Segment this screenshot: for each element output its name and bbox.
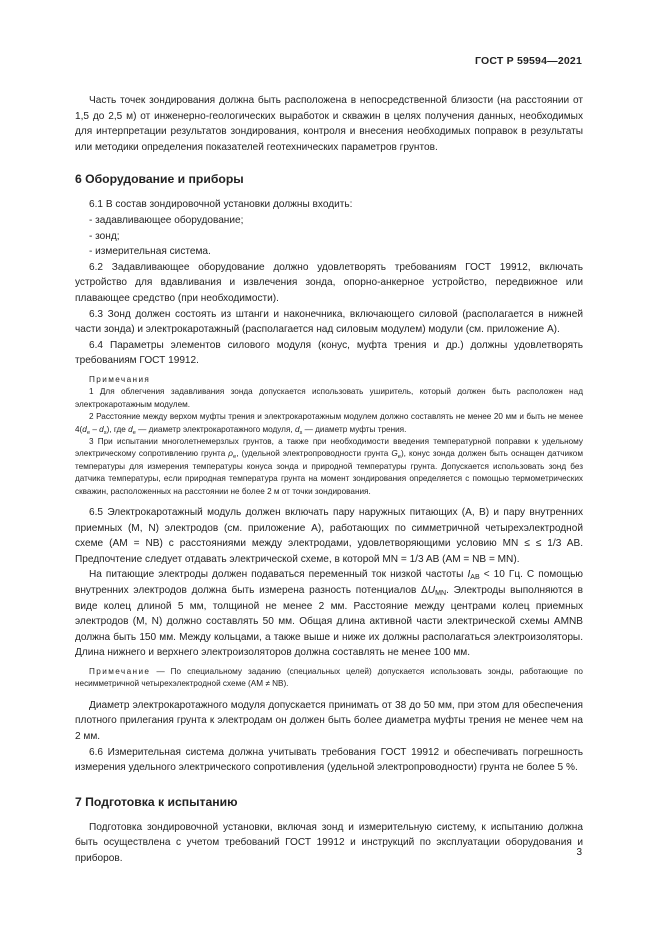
page-number: 3 <box>576 847 582 858</box>
paragraph-6-1: 6.1 В состав зондировочной установки должны входить: <box>89 199 353 211</box>
list-item: - зонд; <box>89 230 120 242</box>
document-body <box>75 93 583 866</box>
paragraph-6-3: 6.3 Зонд должен состоять из штанги и наконечника, включающего силовой (располагается в нижней части зонда) и электрокаротажный (располагается над силовым модулем) модули (см. приложение А). <box>75 308 583 336</box>
paragraph-6-2: 6.2 Задавливающее оборудование должно удовлетворять требованиям ГОСТ 19912, включать устройство для вдавливания и извлечения зонда, опорно-анкерное устройство, передвижное или плавающее средство (при необходимости). <box>75 261 583 304</box>
paragraph-6-5-current: На питающие электроды должен подаваться переменный ток низкой частоты $I_{AB} < 10$ Гц. С помощью внутренних электродов должна быть измерена разность потенциалов $\Delta U_{MN}$. Электроды выполняются в виде колец длиной 5 мм, толщиной не менее 2 мм. Расстояние между центрами колец приемных электродов (M, N) должно составлять 50 мм. Общая длина активной части электрической схемы AMNB должна быть 150 мм. Между кольцами, а также выше и ниже их должны располагаться электроизоляторы. Длина нижнего и верхнего электроизоляторов должна составлять не менее 100 мм. <box>75 569 583 659</box>
section-6-heading: 6 Оборудование и приборы <box>75 172 244 187</box>
list-item: - измерительная система. <box>89 246 211 258</box>
document-code: ГОСТ Р 59594—2021 <box>474 55 582 67</box>
note-3: 3 При испытании многолетнемерзлых грунтов, а также при необходимости введения температурной поправки к удельному электрическому сопротивлению грунта $\rho_e$, (удельной электропроводности грунта $G_e$), конус зонда должен быть оснащен датчиком температуры для измерения температуры конуса зонда и природной температуры грунта. Допускается использовать зонд без датчика температуры, если природная температура грунта на момент зондирования определяется с помощью термометрических скважин, расположенных на расстоянии не более 2 м от точки зондирования. <box>75 436 583 496</box>
note-block-single <box>75 666 583 691</box>
note-2: 2 Расстояние между верхом муфты трения и электрокаротажным модулем должно составлять не менее 20 мм и быть не менее $4(d_e - d_s)$, где $d_e$ — диаметр электрокаротажного модуля, $d_s$ — диаметр муфты трения. <box>75 412 583 436</box>
paragraph-diameter: Диаметр электрокаротажного модуля допускается принимать от 38 до 50 мм, при этом для обеспечения плотного прилегания грунта к электродам он должен быть более диаметра муфты трения не менее чем на 2 мм. <box>75 699 583 742</box>
section-7-heading: 7 Подготовка к испытанию <box>75 794 238 809</box>
note-1: 1 Для облегчения задавливания зонда допускается использовать уширитель, который должен быть расположен над электрокаротажным модулем. <box>75 387 583 409</box>
paragraph-6-4: 6.4 Параметры элементов силового модуля (конус, муфта трения и др.) должны удовлетворять требованиям ГОСТ 19912. <box>75 339 583 367</box>
intro-paragraph: Часть точек зондирования должна быть расположена в непосредственной близости (на расстоянии от 1,5 до 2,5 м) от инженерно-геологических выработок и скважин в целях получения данных, необходимых для интерпретации результатов зондирования, контроля и внесения необходимых поправок в результаты или методики определения показателей геотехнических параметров грунтов. <box>75 95 583 153</box>
paragraph-6-5: 6.5 Электрокаротажный модуль должен включать пару наружных питающих (A, B) и пару внутренних приемных (M, N) электродов (см. приложение А), работающих по симметричной четырехэлектродной схеме (AM = NB) с расстояниями между электродами, удовлетворяющими условию MN ≤ ≤ 1/3 AB. Предпочтение следует отдавать электрической схеме, в которой MN = 1/3 AB (AM = NB = MN). <box>75 506 583 565</box>
paragraph-6-6: 6.6 Измерительная система должна учитывать требования ГОСТ 19912 и обеспечивать погрешность измерения удельного электрического сопротивления (удельной электропроводности) грунта не более 5 %. <box>75 746 583 774</box>
paragraph-7: Подготовка зондировочной установки, включая зонд и измерительную систему, к испытанию должна быть осуществлена с учетом требований ГОСТ 19912 и инструкций по эксплуатации оборудования и приборов. <box>75 821 583 864</box>
notes-title: Примечания <box>89 374 151 384</box>
list-item: - задавливающее оборудование; <box>89 214 244 226</box>
note-single: Примечание — По специальному заданию (специальных целей) допускается использовать зонды, работающие по несимметричной четырехэлектродной схеме (AM ≠ NB). <box>75 666 583 689</box>
notes-block <box>75 374 583 498</box>
